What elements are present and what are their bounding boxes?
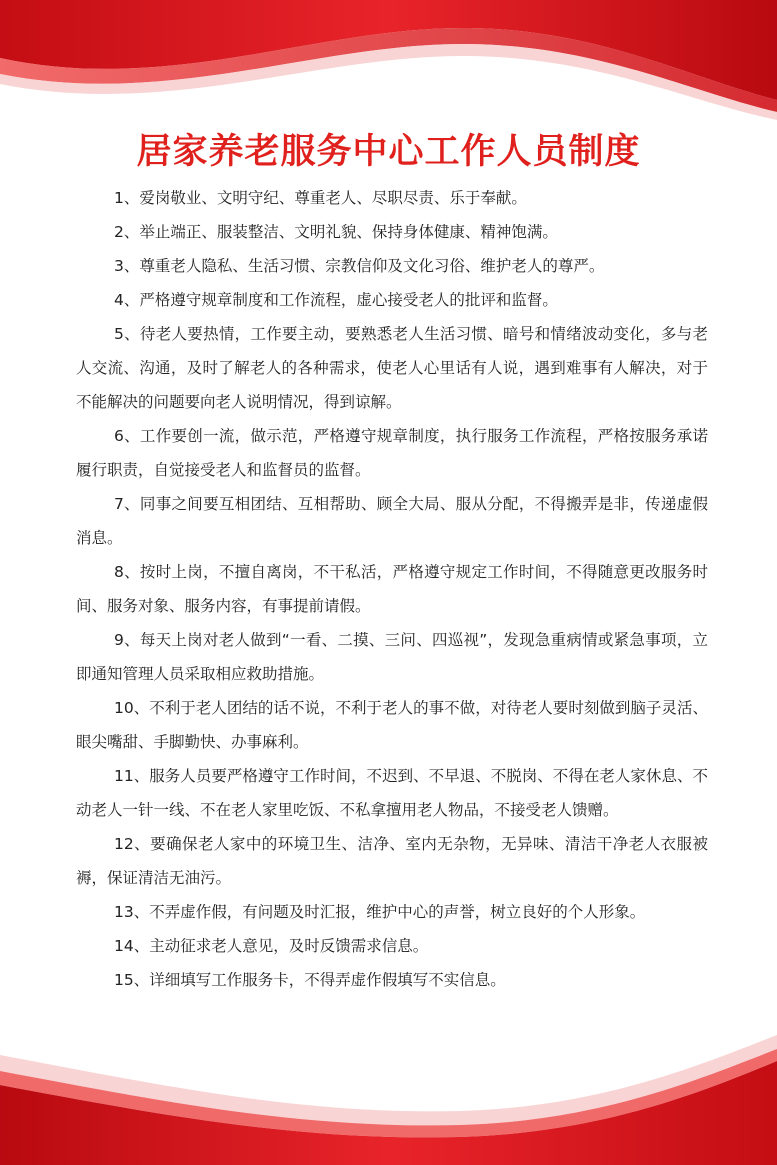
- bottom-wave-decoration: [0, 1015, 777, 1165]
- rule-item-7: 7、同事之间要互相团结、互相帮助、顾全大局、服从分配，不得搬弄是非，传递虚假消息。: [76, 495, 708, 547]
- rule-item-3: 3、尊重老人隐私、生活习惯、宗教信仰及文化习俗、维护老人的尊严。: [114, 257, 605, 275]
- rule-item-5: 5、待老人要热情，工作要主动，要熟悉老人生活习惯、暗号和情绪波动变化，多与老人交流、沟通，及时了解老人的各种需求，使老人心里话有人说，遇到难事有人解决，对于不能解决的问题要向老人说明情况，得到谅解。: [76, 325, 708, 411]
- rule-item-13: 13、不弄虚作假，有问题及时汇报，维护中心的声誉，树立良好的个人形象。: [114, 903, 646, 921]
- rule-item-2: 2、举止端正、服装整洁、文明礼貌、保持身体健康、精神饱满。: [114, 223, 558, 241]
- rule-item-4: 4、严格遵守规章制度和工作流程，虚心接受老人的批评和监督。: [114, 291, 558, 309]
- rule-item-12: 12、要确保老人家中的环境卫生、洁净、室内无杂物，无异味、清洁干净老人衣服被褥，保证清洁无油污。: [76, 835, 708, 887]
- rule-item-11: 11、服务人员要严格遵守工作时间，不迟到、不早退、不脱岗、不得在老人家休息、不动老人一针一线、不在老人家里吃饭、不私拿擅用老人物品，不接受老人馈赠。: [76, 767, 708, 819]
- rule-item-10: 10、不利于老人团结的话不说，不利于老人的事不做，对待老人要时刻做到脑子灵活、眼尖嘴甜、手脚勤快、办事麻利。: [76, 699, 708, 751]
- rule-item-15: 15、详细填写工作服务卡，不得弄虚作假填写不实信息。: [114, 971, 506, 989]
- rule-item-9: 9、每天上岗对老人做到“一看、二摸、三问、四巡视”，发现急重病情或紧急事项，立即通知管理人员采取相应救助措施。: [76, 631, 708, 683]
- page-title: 居家养老服务中心工作人员制度: [136, 132, 641, 172]
- rule-item-14: 14、主动征求老人意见，及时反馈需求信息。: [114, 937, 429, 955]
- rule-item-1: 1、爱岗敬业、文明守纪、尊重老人、尽职尽责、乐于奉献。: [114, 189, 527, 207]
- rule-item-8: 8、按时上岗，不擅自离岗，不干私活，严格遵守规定工作时间，不得随意更改服务时间、服务对象、服务内容，有事提前请假。: [76, 563, 708, 615]
- rule-item-6: 6、工作要创一流，做示范，严格遵守规章制度，执行服务工作流程，严格按服务承诺履行职责，自觉接受老人和监督员的监督。: [76, 427, 708, 479]
- rules-list: [76, 181, 708, 997]
